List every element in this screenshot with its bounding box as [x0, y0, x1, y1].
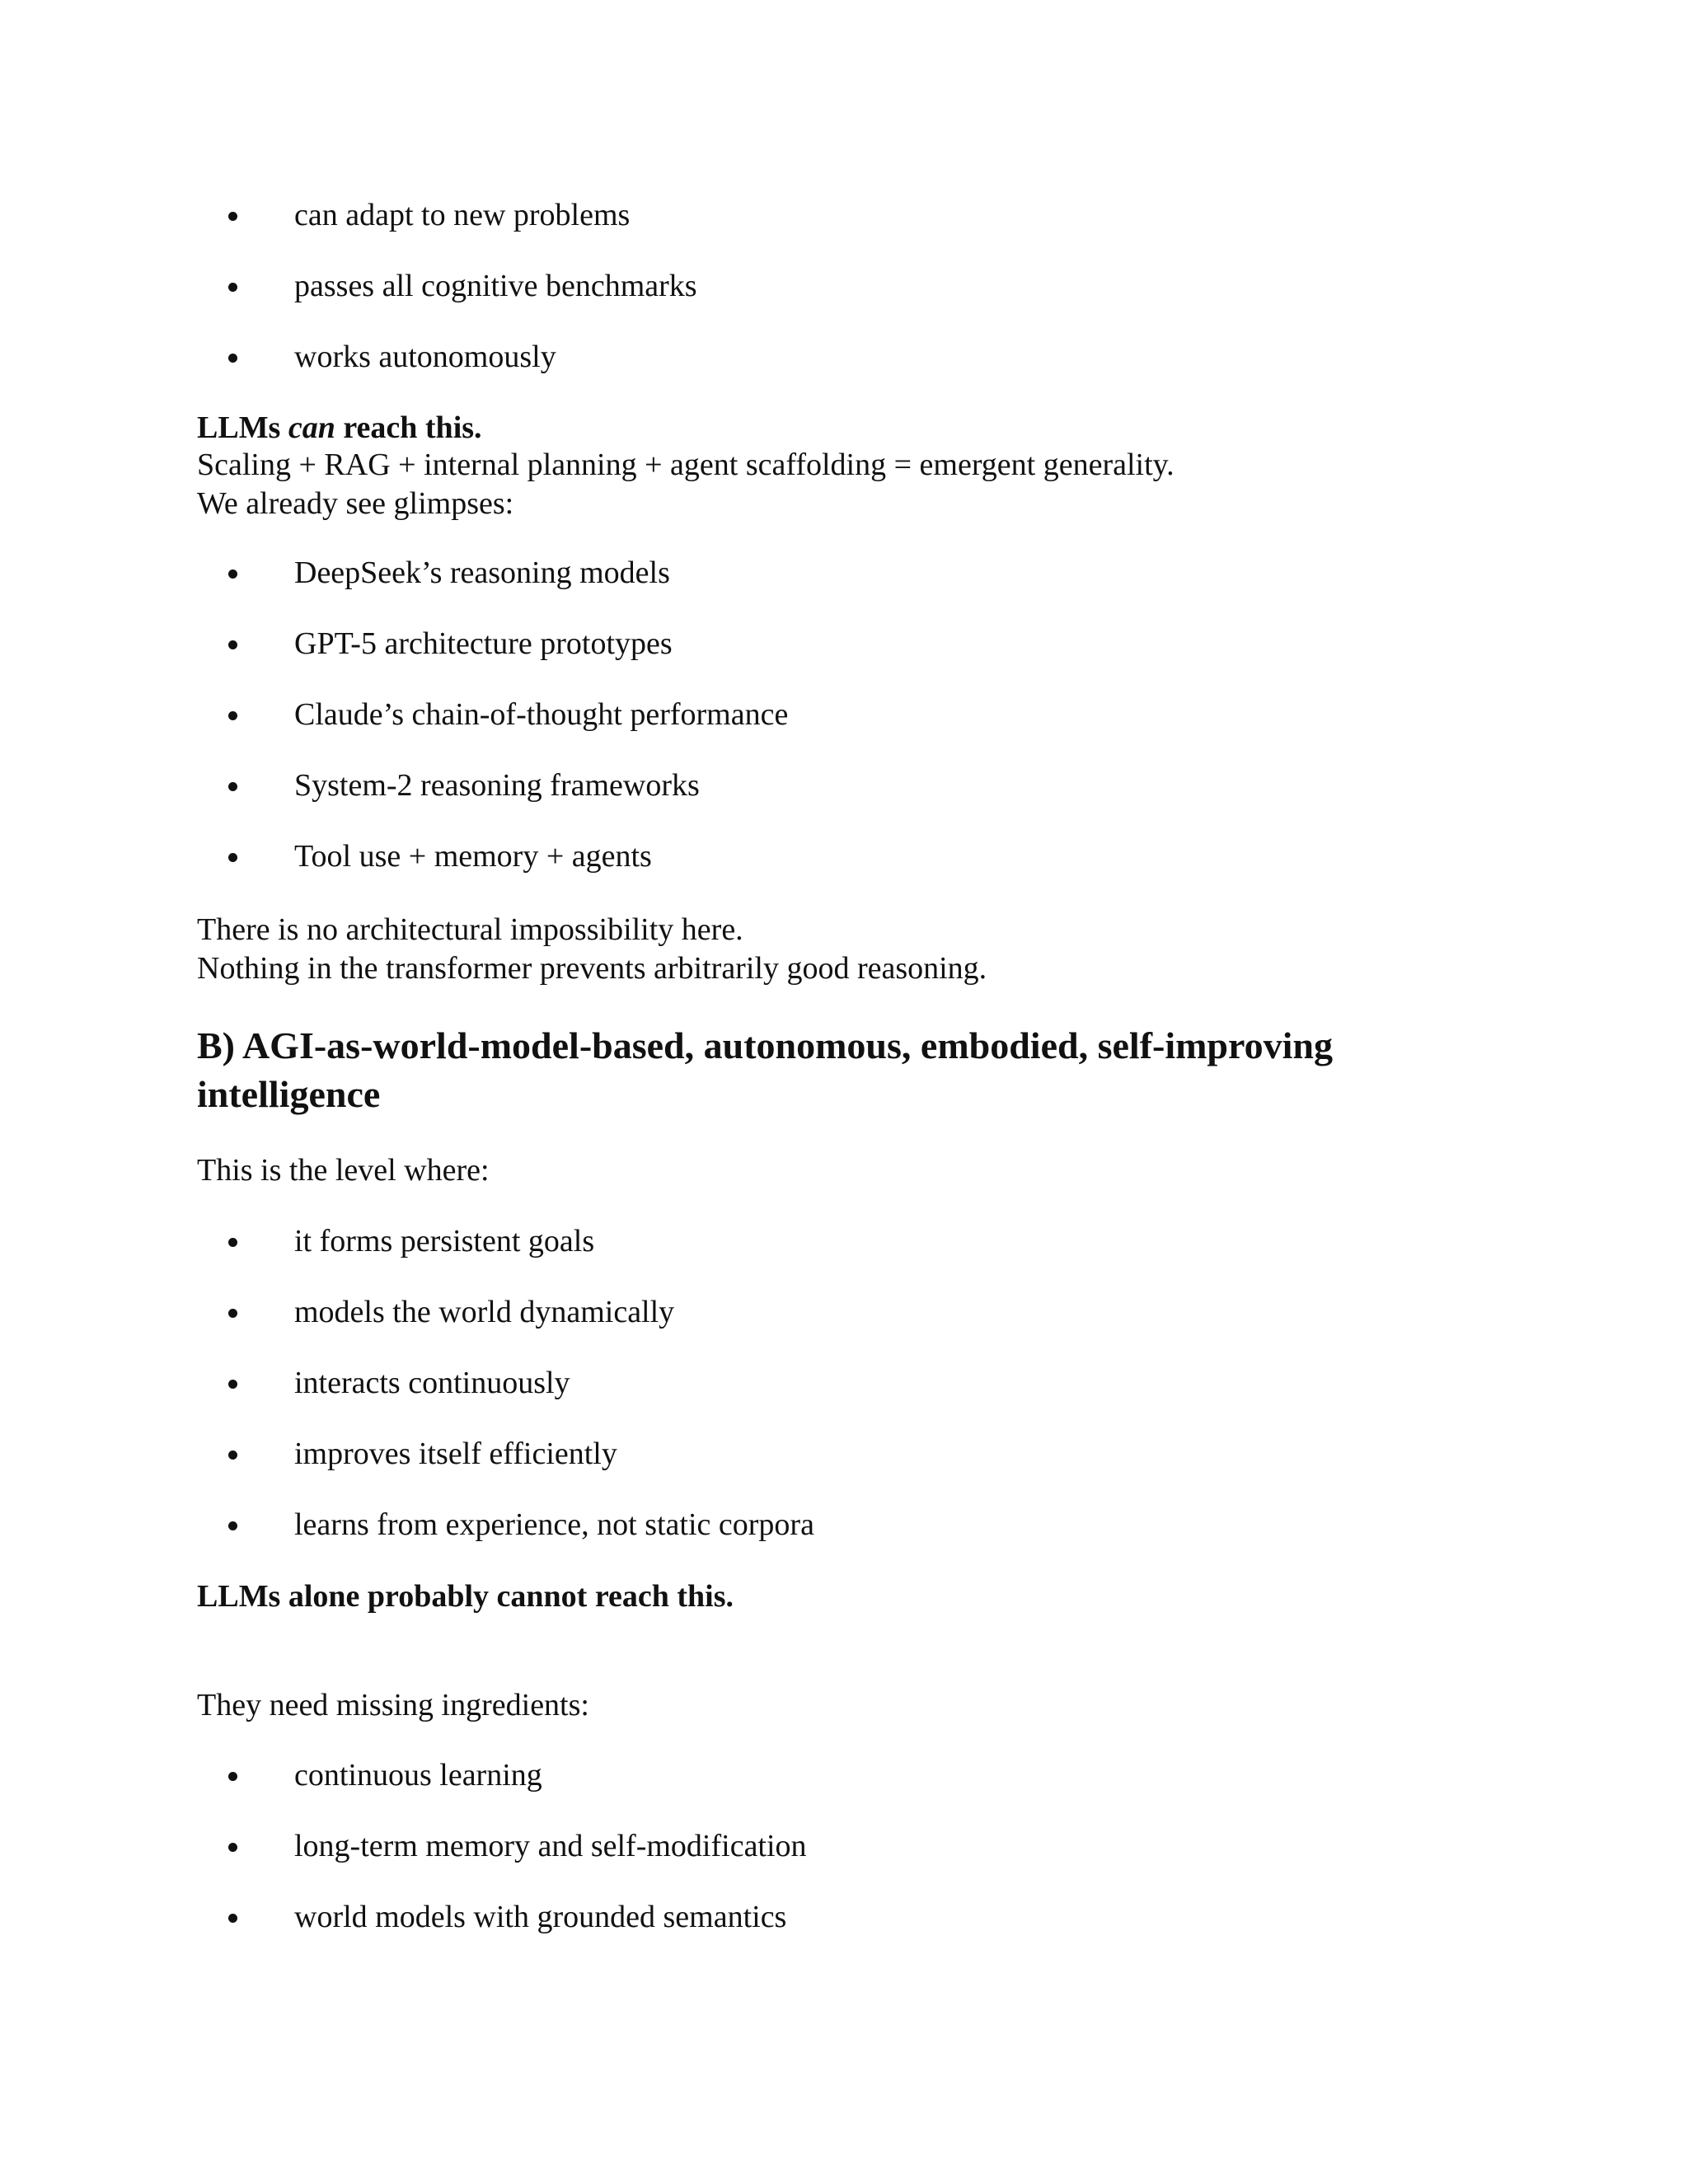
bullet-icon [228, 1380, 237, 1389]
list-item [197, 696, 1499, 766]
llms-alone-statement: LLMs alone probably cannot reach this. [197, 1579, 734, 1614]
missing-ingredients-list [197, 1756, 1499, 1969]
list-item [197, 1293, 1499, 1364]
heading-line: intelligence [197, 1073, 381, 1115]
list-item [197, 554, 1499, 625]
heading-line: B) AGI-as-world-model-based, autonomous, embodied, self-improving [197, 1024, 1333, 1066]
bullet-icon [228, 640, 237, 649]
list-item [197, 1506, 1499, 1577]
list-item-text: continuous learning [294, 1758, 542, 1793]
list-item-text: interacts continuously [294, 1366, 570, 1400]
list-item [197, 1364, 1499, 1435]
level-traits-list [197, 1222, 1499, 1577]
list-item [197, 196, 1499, 267]
list-item-text: Claude’s chain-of-thought performance [294, 697, 789, 732]
list-item [197, 625, 1499, 696]
list-item-text: System-2 reasoning frameworks [294, 768, 700, 803]
paragraph-line: There is no architectural impossibility here. [197, 912, 743, 947]
list-item [197, 766, 1499, 837]
section-intro: This is the level where: [197, 1153, 490, 1188]
bullet-icon [228, 782, 237, 791]
bullet-icon [228, 283, 237, 292]
list-item-text: learns from experience, not static corpora [294, 1507, 814, 1542]
list-item [197, 338, 1499, 409]
statement-emphasis: can [288, 410, 335, 445]
list-item-text: long-term memory and self-modification [294, 1829, 807, 1863]
paragraph-line: Nothing in the transformer prevents arbitrarily good reasoning. [197, 951, 987, 986]
bullet-icon [228, 1238, 237, 1247]
list-item-text: GPT-5 architecture prototypes [294, 626, 673, 661]
section-heading [197, 1021, 1516, 1118]
list-item [197, 1898, 1499, 1969]
list-item-text: models the world dynamically [294, 1295, 675, 1329]
bullet-icon [228, 1914, 237, 1923]
llms-can-statement [197, 409, 1499, 448]
statement-suffix: reach this. [335, 410, 482, 445]
list-item-text: improves itself efficiently [294, 1436, 617, 1471]
capabilities-list [197, 196, 1499, 409]
paragraph-line: Scaling + RAG + internal planning + agent scaffolding = emergent generality. [197, 448, 1175, 482]
bullet-icon [228, 1772, 237, 1781]
glimpses-list [197, 554, 1499, 908]
bullet-icon [228, 1309, 237, 1318]
list-item [197, 1827, 1499, 1898]
list-item [197, 1435, 1499, 1506]
bullet-icon [228, 212, 237, 221]
list-item-text: DeepSeek’s reasoning models [294, 555, 670, 590]
list-item [197, 267, 1499, 338]
list-item-text: Tool use + memory + agents [294, 839, 652, 874]
paragraph-line: We already see glimpses: [197, 486, 514, 521]
list-item [197, 1756, 1499, 1827]
list-item-text: works autonomously [294, 340, 556, 374]
bullet-icon [228, 711, 237, 720]
statement-prefix: LLMs [197, 410, 288, 445]
bullet-icon [228, 1843, 237, 1852]
list-item [197, 837, 1499, 908]
missing-intro: They need missing ingredients: [197, 1688, 589, 1722]
bullet-icon [228, 1451, 237, 1460]
list-item [197, 1222, 1499, 1293]
bullet-icon [228, 569, 237, 579]
list-item-text: it forms persistent goals [294, 1224, 595, 1258]
bullet-icon [228, 853, 237, 862]
list-item-text: passes all cognitive benchmarks [294, 269, 697, 303]
bullet-icon [228, 354, 237, 363]
list-item-text: world models with grounded semantics [294, 1900, 787, 1934]
bullet-icon [228, 1521, 237, 1530]
list-item-text: can adapt to new problems [294, 198, 631, 232]
